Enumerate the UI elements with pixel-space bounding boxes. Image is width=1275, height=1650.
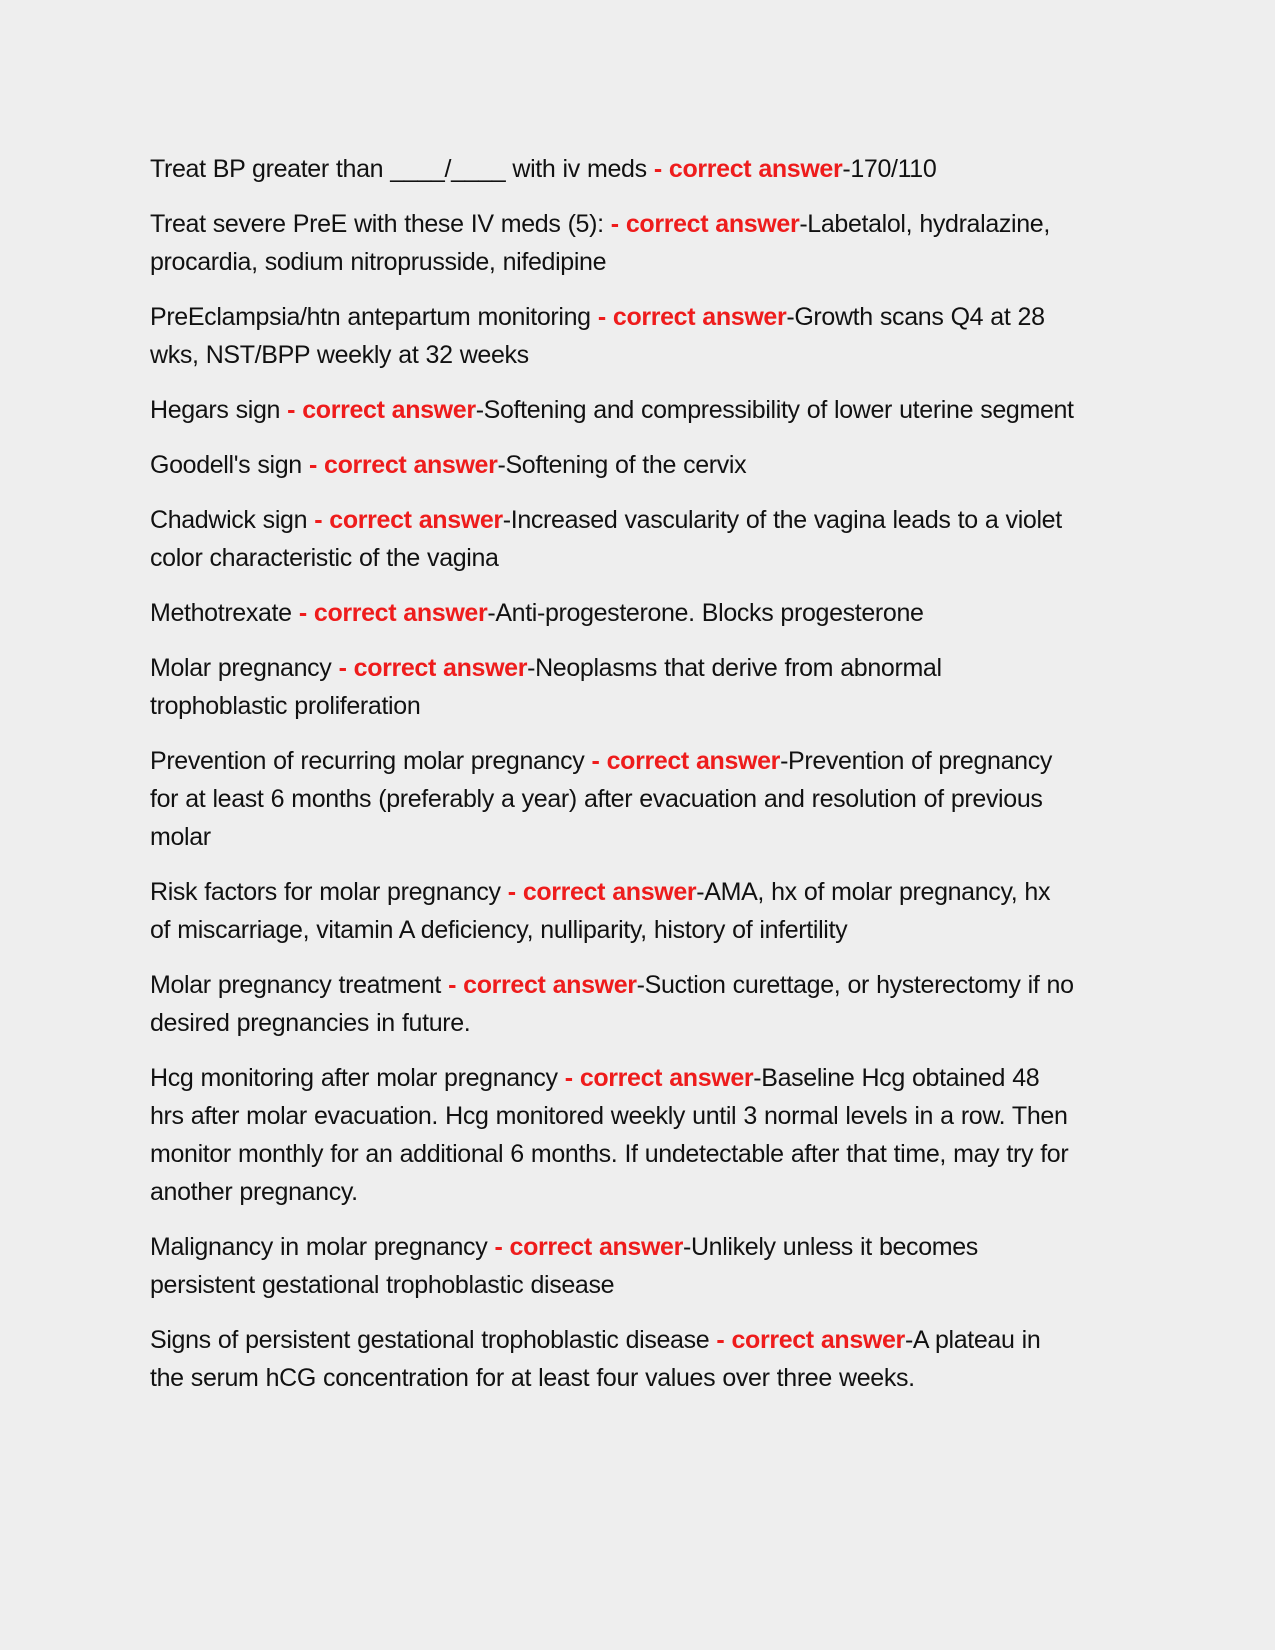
question-text: Molar pregnancy bbox=[150, 654, 332, 682]
answer-text: -Increased vascularity of the vagina leads to a violet color characteristic of the vagina bbox=[150, 506, 1062, 572]
correct-answer-marker: - correct answer bbox=[307, 506, 503, 534]
question-text: Goodell's sign bbox=[150, 451, 302, 479]
correct-answer-marker: - correct answer bbox=[291, 599, 488, 627]
question-text: Treat BP greater than ____/____ with iv meds bbox=[150, 155, 647, 183]
question-text: Hegars sign bbox=[150, 396, 281, 424]
question-text: Hcg monitoring after molar pregnancy bbox=[150, 1064, 558, 1092]
qa-item bbox=[150, 966, 1075, 1042]
qa-item bbox=[150, 391, 1075, 429]
qa-item bbox=[150, 298, 1075, 374]
correct-answer-marker: - correct answer bbox=[584, 747, 781, 775]
answer-text: -Softening and compressibility of lower uterine segment bbox=[475, 396, 1074, 424]
qa-item bbox=[150, 1321, 1075, 1397]
qa-item bbox=[150, 501, 1075, 577]
correct-answer-marker: - correct answer bbox=[301, 451, 498, 479]
question-text: Molar pregnancy treatment bbox=[150, 971, 442, 999]
answer-text: -A plateau in the serum hCG concentration for at least four values over three weeks. bbox=[150, 1326, 1041, 1392]
answer-text: -170/110 bbox=[842, 155, 937, 183]
answer-text: -Suction curettage, or hysterectomy if no desired pregnancies in future. bbox=[150, 971, 1074, 1037]
correct-answer-marker: - correct answer bbox=[557, 1064, 754, 1092]
correct-answer-marker: - correct answer bbox=[280, 396, 476, 424]
correct-answer-marker: - correct answer bbox=[500, 878, 697, 906]
qa-item bbox=[150, 446, 1075, 484]
answer-text: -Unlikely unless it becomes persistent gestational trophoblastic disease bbox=[150, 1233, 978, 1299]
question-text: Prevention of recurring molar pregnancy bbox=[150, 747, 585, 775]
correct-answer-marker: - correct answer bbox=[646, 155, 843, 183]
answer-text: -Growth scans Q4 at 28 wks, NST/BPP weekly at 32 weeks bbox=[150, 303, 1045, 369]
correct-answer-marker: - correct answer bbox=[487, 1233, 683, 1261]
answer-text: -Neoplasms that derive from abnormal trophoblastic proliferation bbox=[150, 654, 942, 720]
answer-text: -Baseline Hcg obtained 48 hrs after molar evacuation. Hcg monitored weekly until 3 normal levels in a row. Then monitor monthly for an additional 6 months. If undetectable after that time, may try for another pregnancy. bbox=[150, 1064, 1069, 1206]
question-text: Risk factors for molar pregnancy bbox=[150, 878, 501, 906]
qa-list bbox=[150, 150, 1075, 1397]
qa-item bbox=[150, 649, 1075, 725]
answer-text: -Prevention of pregnancy for at least 6 months (preferably a year) after evacuation and resolution of previous molar bbox=[150, 747, 1052, 851]
correct-answer-marker: - correct answer bbox=[709, 1326, 905, 1354]
correct-answer-marker: - correct answer bbox=[441, 971, 637, 999]
correct-answer-marker: - correct answer bbox=[603, 210, 800, 238]
correct-answer-marker: - correct answer bbox=[331, 654, 528, 682]
answer-text: -AMA, hx of molar pregnancy, hx of miscarriage, vitamin A deficiency, nulliparity, history of infertility bbox=[150, 878, 1051, 944]
question-text: Malignancy in molar pregnancy bbox=[150, 1233, 488, 1261]
qa-item bbox=[150, 742, 1075, 856]
answer-text: -Labetalol, hydralazine, procardia, sodium nitroprusside, nifedipine bbox=[150, 210, 1050, 276]
qa-item bbox=[150, 150, 1075, 188]
question-text: Treat severe PreE with these IV meds (5): bbox=[150, 210, 604, 238]
question-text: PreEclampsia/htn antepartum monitoring bbox=[150, 303, 591, 331]
question-text: Methotrexate bbox=[150, 599, 292, 627]
qa-item bbox=[150, 594, 1075, 632]
qa-item bbox=[150, 873, 1075, 949]
qa-item bbox=[150, 1228, 1075, 1304]
correct-answer-marker: - correct answer bbox=[590, 303, 787, 331]
answer-text: -Softening of the cervix bbox=[497, 451, 747, 479]
qa-item bbox=[150, 205, 1075, 281]
question-text: Chadwick sign bbox=[150, 506, 308, 534]
answer-text: -Anti-progesterone. Blocks progesterone bbox=[487, 599, 924, 627]
qa-item bbox=[150, 1059, 1075, 1211]
question-text: Signs of persistent gestational trophoblastic disease bbox=[150, 1326, 710, 1354]
